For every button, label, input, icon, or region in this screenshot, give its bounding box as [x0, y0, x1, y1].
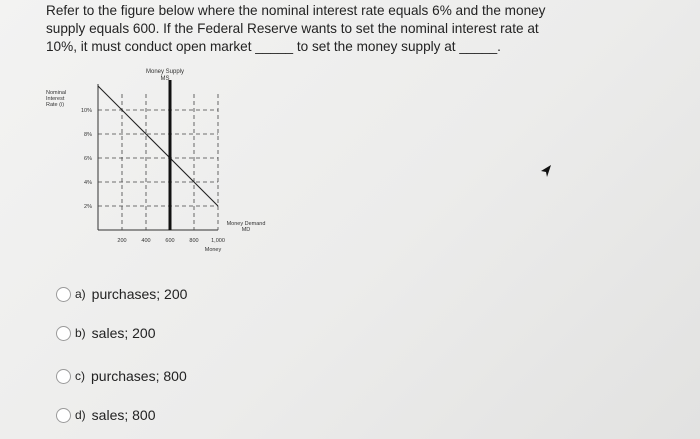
question-text [46, 2, 566, 56]
option-d[interactable] [56, 405, 156, 425]
x-tick-labels [117, 238, 224, 244]
question-line-2: supply equals 600. If the Federal Reserve wants to set the nominal interest rate at [46, 21, 539, 36]
y-tick-label: 4% [84, 180, 92, 186]
y-tick-labels [81, 108, 92, 210]
radio-c[interactable] [56, 369, 71, 384]
supply-label: Money Supply [145, 69, 185, 75]
y-tick-label: 10% [80, 108, 92, 114]
x-tick-label: 400 [141, 238, 151, 244]
option-d-text: sales; 800 [91, 407, 156, 423]
x-tick-label: 800 [189, 238, 199, 244]
option-c-text: purchases; 800 [91, 368, 187, 384]
gridlines [98, 94, 218, 230]
radio-d[interactable] [56, 408, 71, 423]
demand-short-label: MD [241, 227, 251, 233]
x-axis-label: Money [204, 247, 222, 253]
radio-a[interactable] [56, 287, 71, 302]
option-a-letter: a) [75, 287, 86, 301]
x-tick-label: 600 [165, 238, 175, 244]
option-b-text: sales; 200 [91, 325, 156, 341]
option-a[interactable] [56, 284, 187, 304]
option-d-letter: d) [75, 408, 86, 422]
y-tick-label: 6% [84, 156, 92, 162]
radio-b[interactable] [56, 326, 71, 341]
x-tick-label: 200 [117, 238, 127, 244]
y-tick-label: 8% [84, 132, 92, 138]
money-market-chart [40, 62, 300, 272]
question-line-3: 10%, it must conduct open market _____ to set the money supply at _____. [46, 39, 501, 54]
option-c[interactable] [56, 366, 187, 386]
money-market-figure [40, 62, 300, 272]
y-tick-label: 2% [84, 204, 92, 210]
demand-label: Money Demand [226, 221, 266, 227]
option-a-text: purchases; 200 [91, 286, 188, 302]
x-tick-label: 1,000 [211, 238, 225, 244]
y-axis-label-1: Nominal [46, 90, 67, 96]
y-axis-label-2: Interest [46, 96, 65, 102]
chart-marks [98, 80, 218, 230]
option-b[interactable] [56, 323, 156, 343]
mouse-cursor-icon [540, 164, 552, 178]
y-axis-label-3: Rate (i) [46, 102, 65, 108]
question-line-1: Refer to the figure below where the nominal interest rate equals 6% and the money [46, 3, 546, 18]
supply-short-label: MS [160, 76, 170, 82]
option-c-letter: c) [75, 369, 85, 383]
money-demand-line [98, 86, 218, 206]
option-b-letter: b) [75, 326, 86, 340]
